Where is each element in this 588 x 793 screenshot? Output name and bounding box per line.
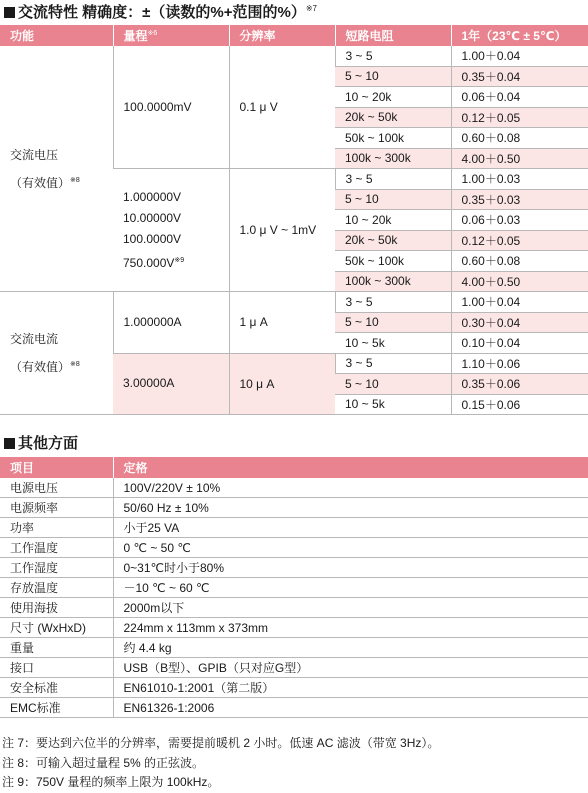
col-range-note: ※6	[147, 30, 158, 37]
resolution-cell: 1 μ A	[229, 292, 335, 354]
accuracy-cell: 0.35＋0.06	[451, 374, 588, 395]
accuracy-cell: 0.30＋0.04	[451, 312, 588, 333]
spec-item: 电源频率	[0, 498, 113, 518]
accuracy-cell: 1.00＋0.04	[451, 46, 588, 66]
footnotes	[2, 734, 439, 793]
accuracy-cell: 0.06＋0.04	[451, 87, 588, 108]
short-resistance-cell: 10 ~ 20k	[335, 210, 451, 231]
spec-value: 约 4.4 kg	[113, 638, 588, 658]
table-row	[0, 638, 588, 658]
spec-item: 重量	[0, 638, 113, 658]
range-line: 1.000000V	[123, 189, 182, 204]
accuracy-cell: 0.35＋0.04	[451, 66, 588, 87]
spec-item: 使用海拔	[0, 598, 113, 618]
table-row	[0, 658, 588, 678]
spec-value: EN61010-1:2001（第二版）	[113, 678, 588, 698]
accuracy-cell: 1.10＋0.06	[451, 353, 588, 374]
short-resistance-cell: 20k ~ 50k	[335, 107, 451, 128]
accuracy-cell: 0.10＋0.04	[451, 333, 588, 354]
short-resistance-cell: 5 ~ 10	[335, 312, 451, 333]
col-short-resistance: 短路电阻	[335, 25, 451, 46]
table-row	[0, 46, 588, 66]
accuracy-cell: 4.00＋0.50	[451, 271, 588, 292]
accuracy-cell: 0.06＋0.03	[451, 210, 588, 231]
ac-heading-note: ※7	[305, 4, 317, 13]
spec-value: 0 ℃ ~ 50 ℃	[113, 538, 588, 558]
ac-section-heading	[4, 1, 317, 22]
range-line: 750.000V	[123, 255, 175, 270]
range-cell: 3.00000A	[113, 353, 229, 415]
function-sub	[10, 352, 113, 380]
col-item: 项目	[0, 457, 113, 478]
spec-item: EMC标准	[0, 698, 113, 718]
table-row	[0, 558, 588, 578]
range-line: 10.00000V	[123, 210, 182, 225]
table-row	[0, 538, 588, 558]
spec-value: USB（B型）、GPIB（只对应G型）	[113, 658, 588, 678]
spec-value: 100V/220V ± 10%	[113, 478, 588, 498]
resolution-cell: 1.0 μ V ~ 1mV	[229, 169, 335, 292]
table-row	[0, 518, 588, 538]
spec-value: 224mm x 113mm x 373mm	[113, 618, 588, 638]
function-label: 交流电流	[10, 332, 59, 346]
table-row	[0, 678, 588, 698]
short-resistance-cell: 10 ~ 5k	[335, 394, 451, 415]
square-bullet-icon	[4, 7, 15, 18]
short-resistance-cell: 3 ~ 5	[335, 353, 451, 374]
table-row	[0, 698, 588, 718]
spec-value: EN61326-1:2006	[113, 698, 588, 718]
accuracy-cell: 0.60＋0.08	[451, 128, 588, 149]
col-function: 功能	[0, 25, 113, 46]
resolution-cell: 10 μ A	[229, 353, 335, 415]
spec-value: 0~31℃时小于80%	[113, 558, 588, 578]
short-resistance-cell: 10 ~ 5k	[335, 333, 451, 354]
spec-item: 尺寸 (WxHxD)	[0, 618, 113, 638]
range-cell: 100.0000mV	[113, 46, 229, 169]
other-heading-text: 其他方面	[18, 435, 79, 452]
table-row	[0, 618, 588, 638]
function-ac-voltage	[0, 46, 113, 292]
short-resistance-cell: 3 ~ 5	[335, 292, 451, 313]
square-bullet-icon	[4, 438, 15, 449]
accuracy-cell: 4.00＋0.50	[451, 148, 588, 169]
short-resistance-cell: 5 ~ 10	[335, 189, 451, 210]
function-note: ※8	[70, 176, 80, 184]
range-line: 100.0000V	[123, 231, 182, 246]
accuracy-cell: 0.15＋0.06	[451, 394, 588, 415]
col-spec: 定格	[113, 457, 588, 478]
other-section-heading	[4, 432, 78, 453]
function-sub	[10, 168, 113, 196]
col-range	[113, 25, 229, 46]
ac-heading-text: 交流特性 精确度：±（读数的%+范围的%）	[18, 4, 306, 21]
footnote: 注 9：750V 量程的频率上限为 100kHz。	[2, 775, 220, 789]
spec-item: 工作温度	[0, 538, 113, 558]
other-specs-table	[0, 457, 588, 718]
short-resistance-cell: 100k ~ 300k	[335, 271, 451, 292]
function-ac-current	[0, 292, 113, 415]
short-resistance-cell: 20k ~ 50k	[335, 230, 451, 251]
range-cell: 1.000000A	[113, 292, 229, 354]
spec-item: 工作湿度	[0, 558, 113, 578]
spec-value: －10 ℃ ~ 60 ℃	[113, 578, 588, 598]
accuracy-cell: 0.12＋0.05	[451, 107, 588, 128]
spec-item: 存放温度	[0, 578, 113, 598]
range-cell	[113, 169, 229, 292]
spec-value: 小于25 VA	[113, 518, 588, 538]
short-resistance-cell: 3 ~ 5	[335, 46, 451, 66]
ac-characteristics-table	[0, 25, 588, 415]
table-row	[0, 292, 588, 313]
short-resistance-cell: 50k ~ 100k	[335, 128, 451, 149]
function-label: 交流电压	[10, 147, 59, 162]
function-note: ※8	[70, 361, 80, 368]
table-row	[0, 598, 588, 618]
ac-table-body	[0, 46, 588, 415]
accuracy-cell: 1.00＋0.03	[451, 169, 588, 190]
spec-item: 电源电压	[0, 478, 113, 498]
spec-value: 50/60 Hz ± 10%	[113, 498, 588, 518]
range-line-wrap	[123, 250, 229, 274]
accuracy-cell: 1.00＋0.04	[451, 292, 588, 313]
col-resolution: 分辨率	[229, 25, 335, 46]
other-table-body	[0, 478, 588, 718]
table-row	[0, 578, 588, 598]
footnote: 注 8：可输入超过量程 5% 的正弦波。	[2, 755, 205, 770]
spec-item: 功率	[0, 518, 113, 538]
short-resistance-cell: 3 ~ 5	[335, 169, 451, 190]
short-resistance-cell: 5 ~ 10	[335, 66, 451, 87]
table-row	[0, 478, 588, 498]
spec-value: 2000m以下	[113, 598, 588, 618]
accuracy-cell: 0.35＋0.03	[451, 189, 588, 210]
function-sub-text: （有效值）	[10, 175, 71, 190]
short-resistance-cell: 10 ~ 20k	[335, 87, 451, 108]
resolution-cell: 0.1 μ V	[229, 46, 335, 169]
range-note: ※9	[174, 256, 185, 264]
table-row	[0, 498, 588, 518]
function-sub-text: （有效值）	[10, 360, 71, 374]
accuracy-cell: 0.12＋0.05	[451, 230, 588, 251]
short-resistance-cell: 50k ~ 100k	[335, 251, 451, 272]
short-resistance-cell: 100k ~ 300k	[335, 148, 451, 169]
short-resistance-cell: 5 ~ 10	[335, 374, 451, 395]
spec-item: 接口	[0, 658, 113, 678]
col-one-year: 1年（23℃ ± 5℃）	[451, 25, 588, 46]
spec-item: 安全标准	[0, 678, 113, 698]
col-range-label: 量程	[123, 29, 148, 43]
accuracy-cell: 0.60＋0.08	[451, 251, 588, 272]
footnote: 注 7：要达到六位半的分辨率，需要提前暖机 2 小时。低速 AC 滤波（带宽 3Hz）。	[2, 736, 440, 750]
